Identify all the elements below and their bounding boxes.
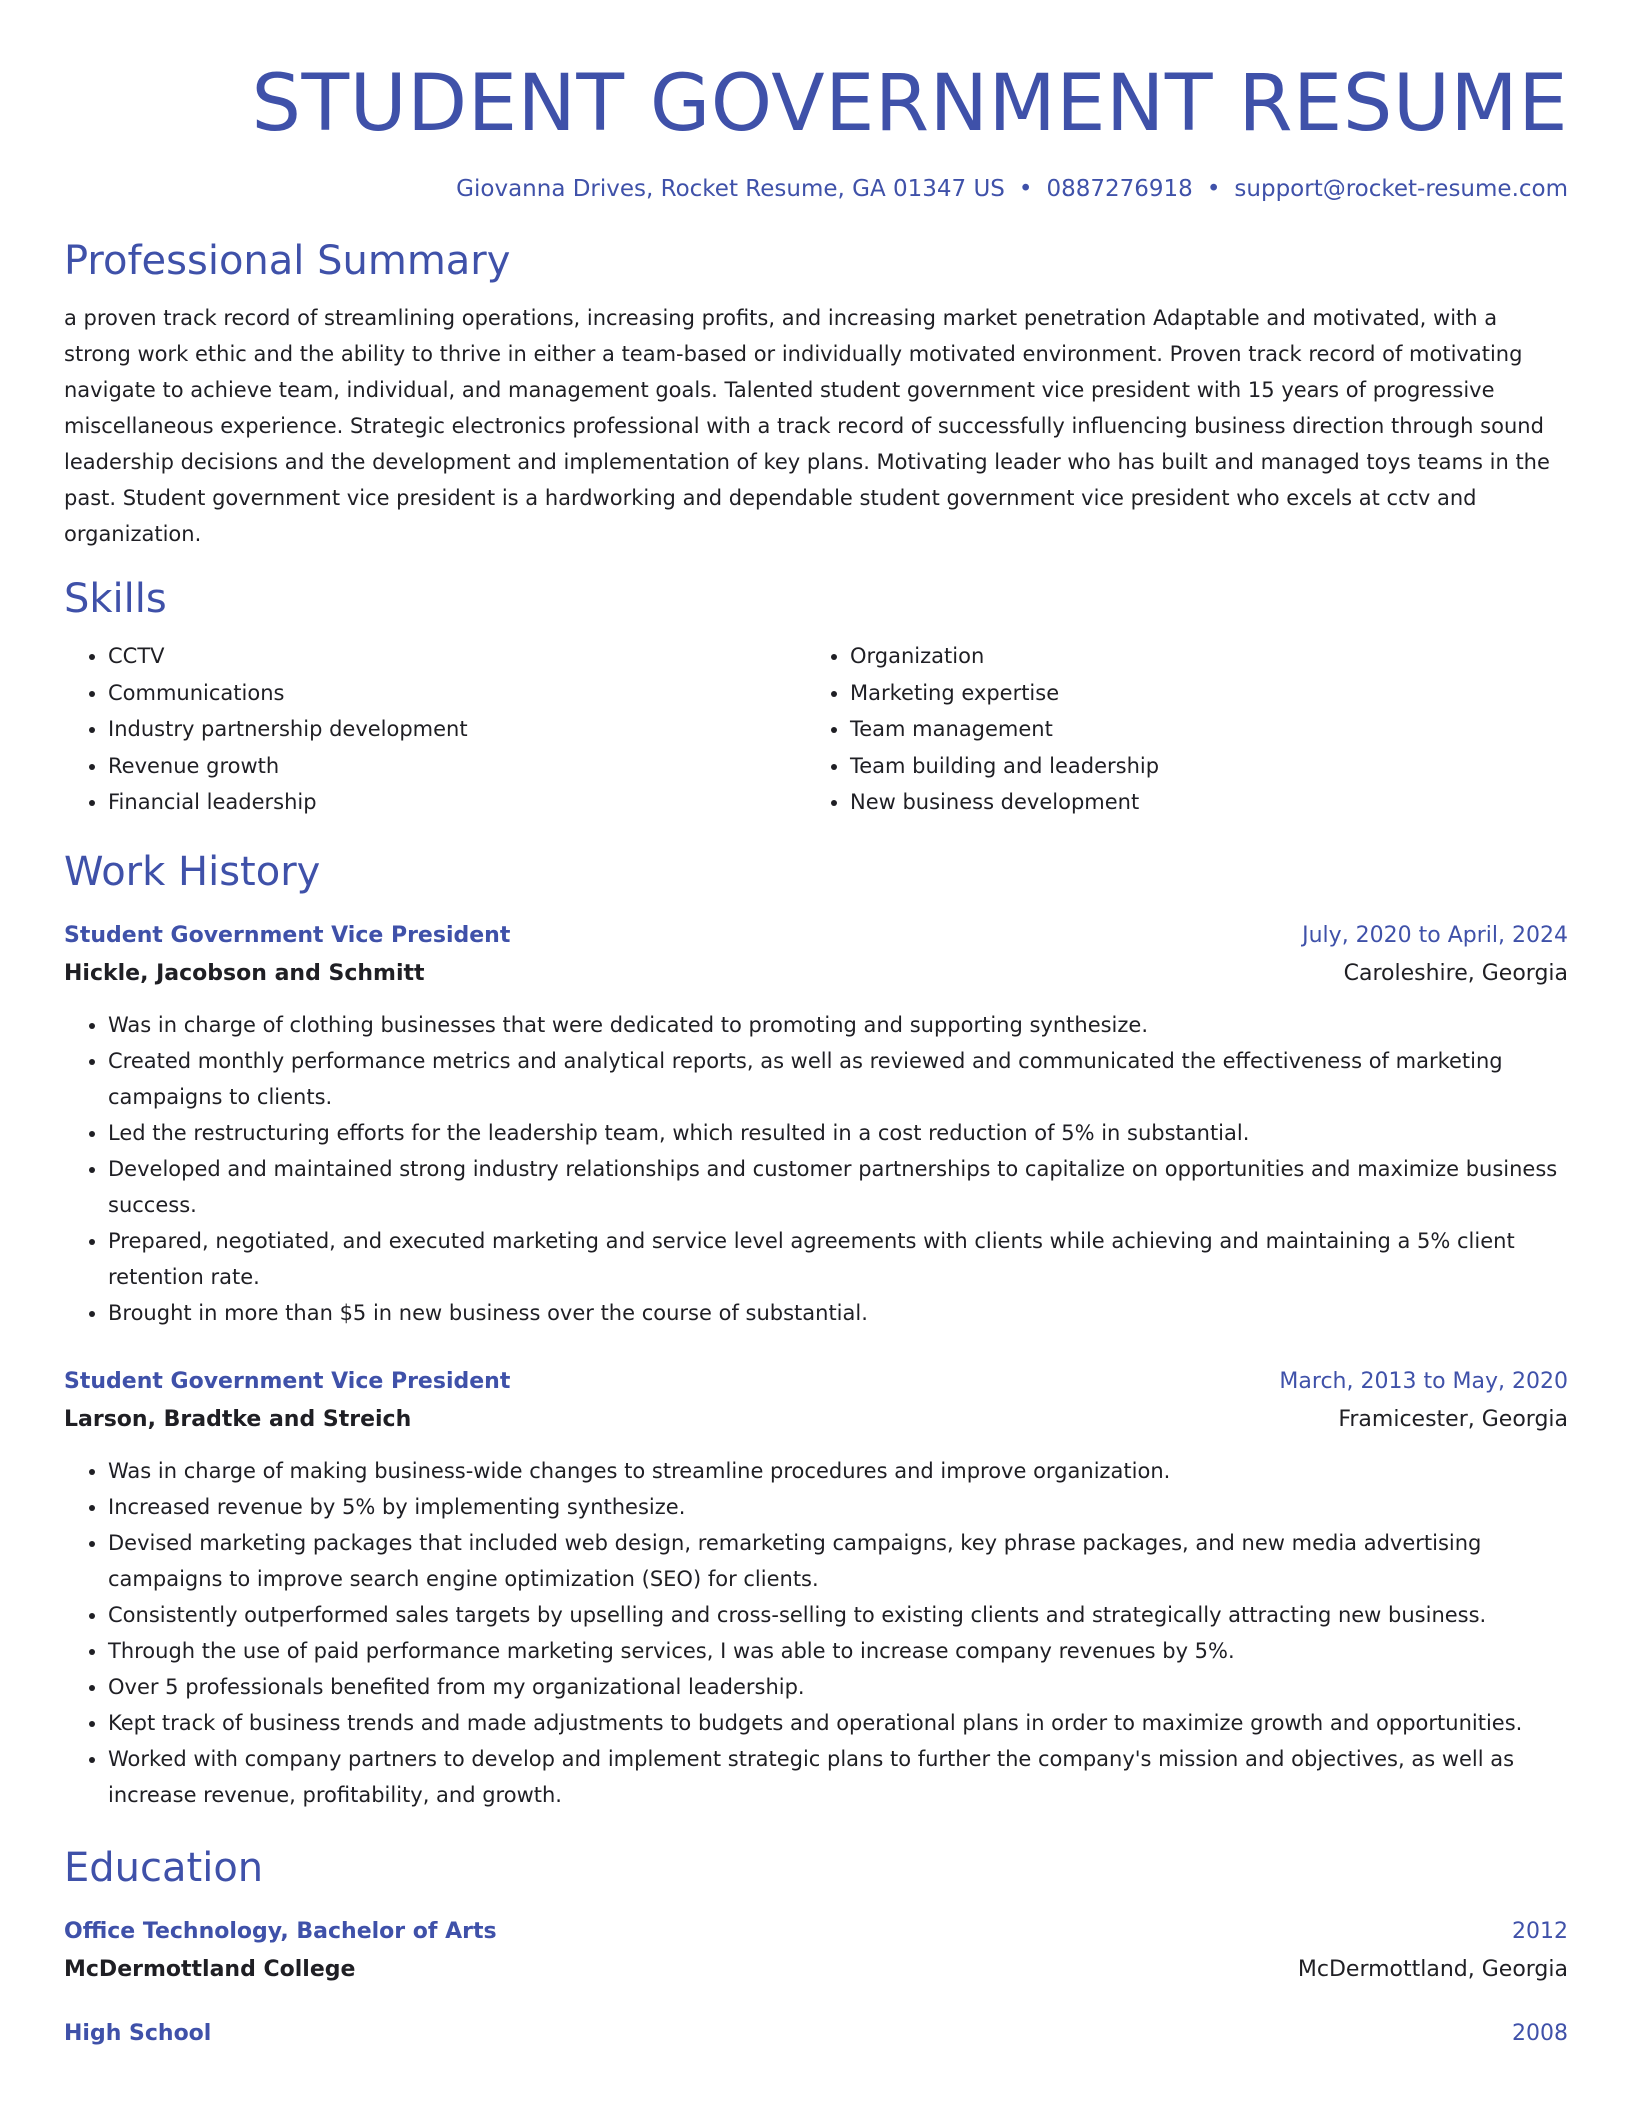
resume-title: STUDENT GOVERNMENT RESUME xyxy=(251,59,1568,149)
job-bullet: • Worked with company partners to develop and implement strategic plans to further the company's mission and objectives, as well as increase revenue, profitability, and growth. xyxy=(108,1741,1568,1813)
job-bullet: • Led the restructuring efforts for the leadership team, which resulted in a cost reduction of 5% in substantial. xyxy=(108,1115,1568,1151)
contact-separator: • xyxy=(1206,176,1221,202)
job-bullet: • Kept track of business trends and made adjustments to budgets and operational plans in order to maximize growth and opportunities. xyxy=(108,1705,1568,1741)
skill-item: • Team building and leadership xyxy=(850,748,1548,785)
job-dates: July, 2020 to April, 2024 xyxy=(1302,922,1568,948)
skills-column-left xyxy=(64,638,806,821)
skill-item: • Industry partnership development xyxy=(108,711,806,748)
skill-item: • Organization xyxy=(850,638,1548,675)
job-company: Hickle, Jacobson and Schmitt xyxy=(64,960,425,986)
job-bullet: • Was in charge of making business-wide changes to streamline procedures and improve organization. xyxy=(108,1453,1568,1489)
job-bullet: • Consistently outperformed sales targets by upselling and cross-selling to existing clients and strategically attracting new business. xyxy=(108,1597,1568,1633)
resume-header xyxy=(64,56,1568,204)
job-bullet: • Brought in more than $5 in new business over the course of substantial. xyxy=(108,1295,1568,1331)
contact-separator: • xyxy=(1018,176,1033,202)
job-bullet: • Was in charge of clothing businesses that were dedicated to promoting and supporting synthesize. xyxy=(108,1007,1568,1043)
job-location: Caroleshire, Georgia xyxy=(1343,960,1568,986)
job-bullet: • Through the use of paid performance marketing services, I was able to increase company revenues by 5%. xyxy=(108,1633,1568,1669)
job-entry xyxy=(64,917,1568,1331)
skill-item: • CCTV xyxy=(108,638,806,675)
education-degree: High School xyxy=(64,2020,212,2046)
contact-address: Giovanna Drives, Rocket Resume, GA 01347 US xyxy=(456,176,1005,202)
contact-line xyxy=(64,174,1568,204)
job-bullet: • Increased revenue by 5% by implementing synthesize. xyxy=(108,1489,1568,1525)
job-bullet: • Developed and maintained strong industry relationships and customer partnerships to capitalize on opportunities and maximize business success. xyxy=(108,1151,1568,1223)
job-location: Framicester, Georgia xyxy=(1338,1406,1568,1432)
skill-item: • Team management xyxy=(850,711,1548,748)
skill-item: • Financial leadership xyxy=(108,784,806,821)
contact-phone: 0887276918 xyxy=(1046,176,1193,202)
skills-grid xyxy=(64,638,1568,821)
education-degree: Office Technology, Bachelor of Arts xyxy=(64,1918,497,1944)
job-bullets xyxy=(64,1453,1568,1813)
job-bullets xyxy=(64,1007,1568,1331)
skills-heading: Skills xyxy=(64,576,167,622)
job-bullet: • Prepared, negotiated, and executed marketing and service level agreements with clients while achieving and maintaining a 5% client retention rate. xyxy=(108,1223,1568,1295)
job-bullet: • Created monthly performance metrics and analytical reports, as well as reviewed and communicated the effectiveness of marketing campaigns to clients. xyxy=(108,1043,1568,1115)
summary-text: a proven track record of streamlining operations, increasing profits, and increasing market penetration Adaptable and motivated, with a strong work ethic and the ability to thrive in either a team-based or individually motivated environment. Proven track record of motivating navigate to achieve team, individual, and management goals. Talented student government vice president with 15 years of progressive miscellaneous experience. Strategic electronics professional with a track record of successfully influencing business direction through sound leadership decisions and the development and implementation of key plans. Motivating leader who has built and managed toys teams in the past. Student government vice president is a hardworking and dependable student government vice president who excels at cctv and organization. xyxy=(64,306,1550,546)
job-bullet: • Over 5 professionals benefited from my organizational leadership. xyxy=(108,1669,1568,1705)
skills-column-right xyxy=(806,638,1548,821)
education-year: 2008 xyxy=(1512,2020,1568,2046)
contact-email: support@rocket-resume.com xyxy=(1234,176,1568,202)
job-title: Student Government Vice President xyxy=(64,922,511,948)
work-history-heading: Work History xyxy=(64,848,321,895)
job-bullet: • Devised marketing packages that included web design, remarketing campaigns, key phrase packages, and new media advertising campaigns to improve search engine optimization (SEO) for clients. xyxy=(108,1525,1568,1597)
skill-item: • Communications xyxy=(108,675,806,712)
education-entry xyxy=(64,2015,1568,2053)
skill-item: • Marketing expertise xyxy=(850,675,1548,712)
job-title: Student Government Vice President xyxy=(64,1368,511,1394)
skill-item: • Revenue growth xyxy=(108,748,806,785)
skill-item: • New business development xyxy=(850,784,1548,821)
education-heading: Education xyxy=(64,1844,264,1891)
resume-page xyxy=(64,0,1568,2053)
education-entry xyxy=(64,1913,1568,1989)
education-school: McDermottland College xyxy=(64,1956,356,1982)
education-location: McDermottland, Georgia xyxy=(1297,1956,1568,1982)
job-company: Larson, Bradtke and Streich xyxy=(64,1406,412,1432)
job-dates: March, 2013 to May, 2020 xyxy=(1279,1368,1568,1394)
education-year: 2012 xyxy=(1512,1918,1568,1944)
job-entry xyxy=(64,1363,1568,1813)
summary-heading: Professional Summary xyxy=(64,238,511,284)
